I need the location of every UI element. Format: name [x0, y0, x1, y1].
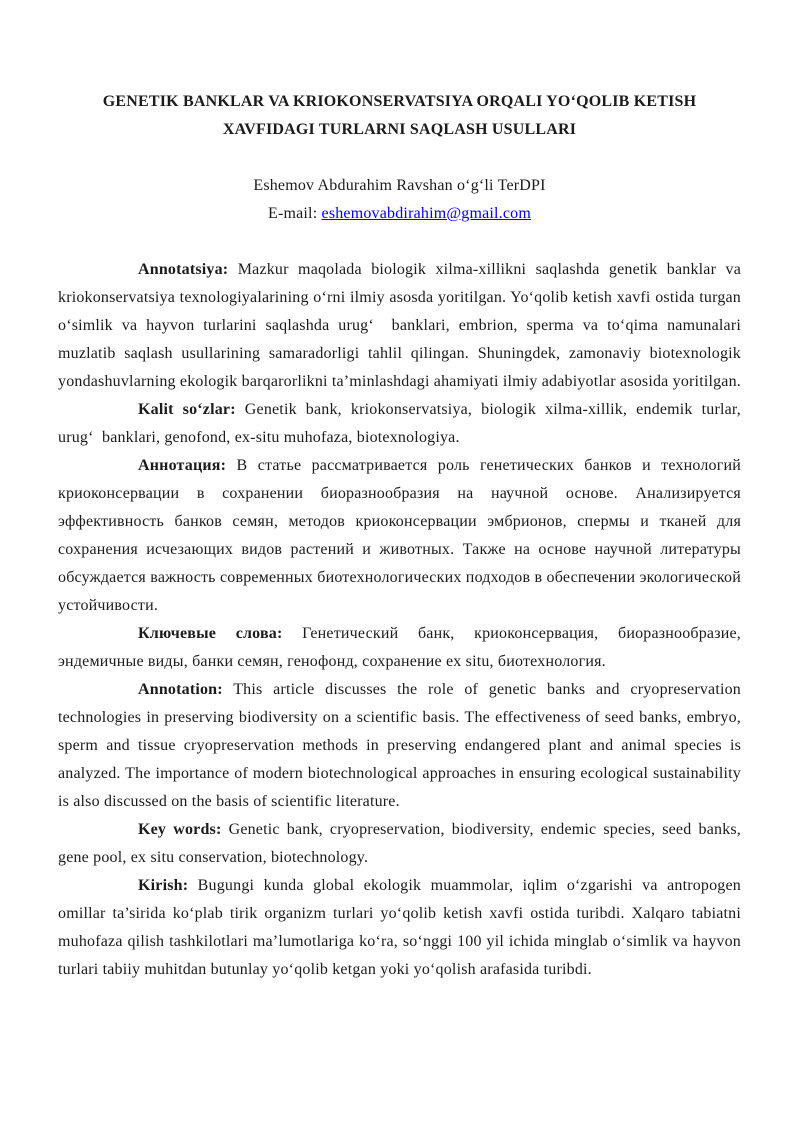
email-link[interactable]: eshemovabdirahim@gmail.com — [321, 205, 531, 222]
paragraph-label-key-words: Key words: — [138, 821, 222, 838]
paragraph-text-klyuchevye-slova: Генетический банк, криоконсервация, биоразнообразие, эндемичные виды, банки семян, генофонд, сохранение ex situ, биотехнология. — [58, 625, 741, 670]
email-label: E-mail: — [268, 205, 322, 222]
author-line: Eshemov Abdurahim Ravshan o‘g‘li TerDPI — [253, 177, 546, 194]
email-line — [58, 200, 741, 228]
body-paragraphs — [58, 256, 741, 984]
paper-title — [58, 88, 741, 144]
paragraph-annotation-en — [58, 676, 741, 816]
paragraph-text-kirish: Bugungi kunda global ekologik muammolar, iqlim o‘zgarishi va antropogen omillar ta’sirida ko‘plab tirik organizm turlari yo‘qolib ketish xavfi ostida turibdi. Xalqaro tabiatni muhofaza qilish tashkilotlari ma’lumotlariga ko‘ra, so‘nggi 100 yil ichida minglab o‘simlik va hayvon turlari tabiiy muhitdan butunlay yo‘qolib ketgan yoki yo‘qolish arafasida turibdi. — [58, 877, 741, 978]
paragraph-label-kalit-sozlar: Kalit so‘zlar: — [138, 401, 236, 418]
paragraph-label-klyuchevye-slova: Ключевые слова: — [138, 625, 283, 642]
paragraph-annotaciya-ru — [58, 452, 741, 620]
paragraph-text-annotatsiya: Mazkur maqolada biologik xilma-xillikni saqlashda genetik banklar va kriokonservatsiya texnologiyalarining o‘rni ilmiy asosda yoritilgan. Yo‘qolib ketish xavfi ostida turgan o‘simlik va hayvon turlarini saqlashda urug‘ banklari, embrion, sperma va to‘qima namunalari muzlatib saqlash usullarining samaradorligi tahlil qilingan. Shuningdek, zamonaviy biotexnologik yondashuvlarning ekologik barqarorlikni ta’minlashdagi ahamiyati ilmiy adabiyotlar asosida yoritilgan. — [58, 261, 741, 390]
title-line-2: XAVFIDAGI TURLARNI SAQLASH USULLARI — [222, 121, 577, 138]
paragraph-kirish — [58, 872, 741, 984]
paragraph-kalit-sozlar — [58, 396, 741, 452]
paragraph-klyuchevye-slova — [58, 620, 741, 676]
paragraph-label-annotation-en: Annotation: — [138, 681, 223, 698]
paragraph-label-kirish: Kirish: — [138, 877, 189, 894]
paragraph-text-annotation-en: This article discusses the role of genetic banks and cryopreservation technologies in preserving biodiversity on a scientific basis. The effectiveness of seed banks, embryo, sperm and tissue cryopreservation methods in preserving endangered plant and animal species is analyzed. The importance of modern biotechnological approaches in ensuring ecological sustainability is also discussed on the basis of scientific literature. — [58, 681, 741, 810]
paragraph-key-words — [58, 816, 741, 872]
paragraph-text-key-words: Genetic bank, cryopreservation, biodiversity, endemic species, seed banks, gene pool, ex situ conservation, biotechnology. — [58, 821, 741, 866]
paragraph-text-kalit-sozlar: Genetik bank, kriokonservatsiya, biologik xilma-xillik, endemik turlar, urug‘ banklari, genofond, ex-situ muhofaza, biotexnologiya. — [58, 401, 741, 446]
paragraph-annotatsiya — [58, 256, 741, 396]
paragraph-label-annotatsiya: Annotatsiya: — [138, 261, 229, 278]
title-line-1: GENETIK BANKLAR VA KRIOKONSERVATSIYA ORQALI YO‘QOLIB KETISH — [102, 93, 697, 110]
paragraph-text-annotaciya-ru: В статье рассматривается роль генетических банков и технологий криоконсервации в сохранении биоразнообразия на научной основе. Анализируется эффективность банков семян, методов криоконсервации эмбрионов, спермы и тканей для сохранения исчезающих видов растений и животных. Также на основе научной литературы обсуждается важность современных биотехнологических подходов в обеспечении экологической устойчивости. — [58, 457, 741, 614]
paragraph-label-annotaciya-ru: Аннотация: — [138, 457, 227, 474]
